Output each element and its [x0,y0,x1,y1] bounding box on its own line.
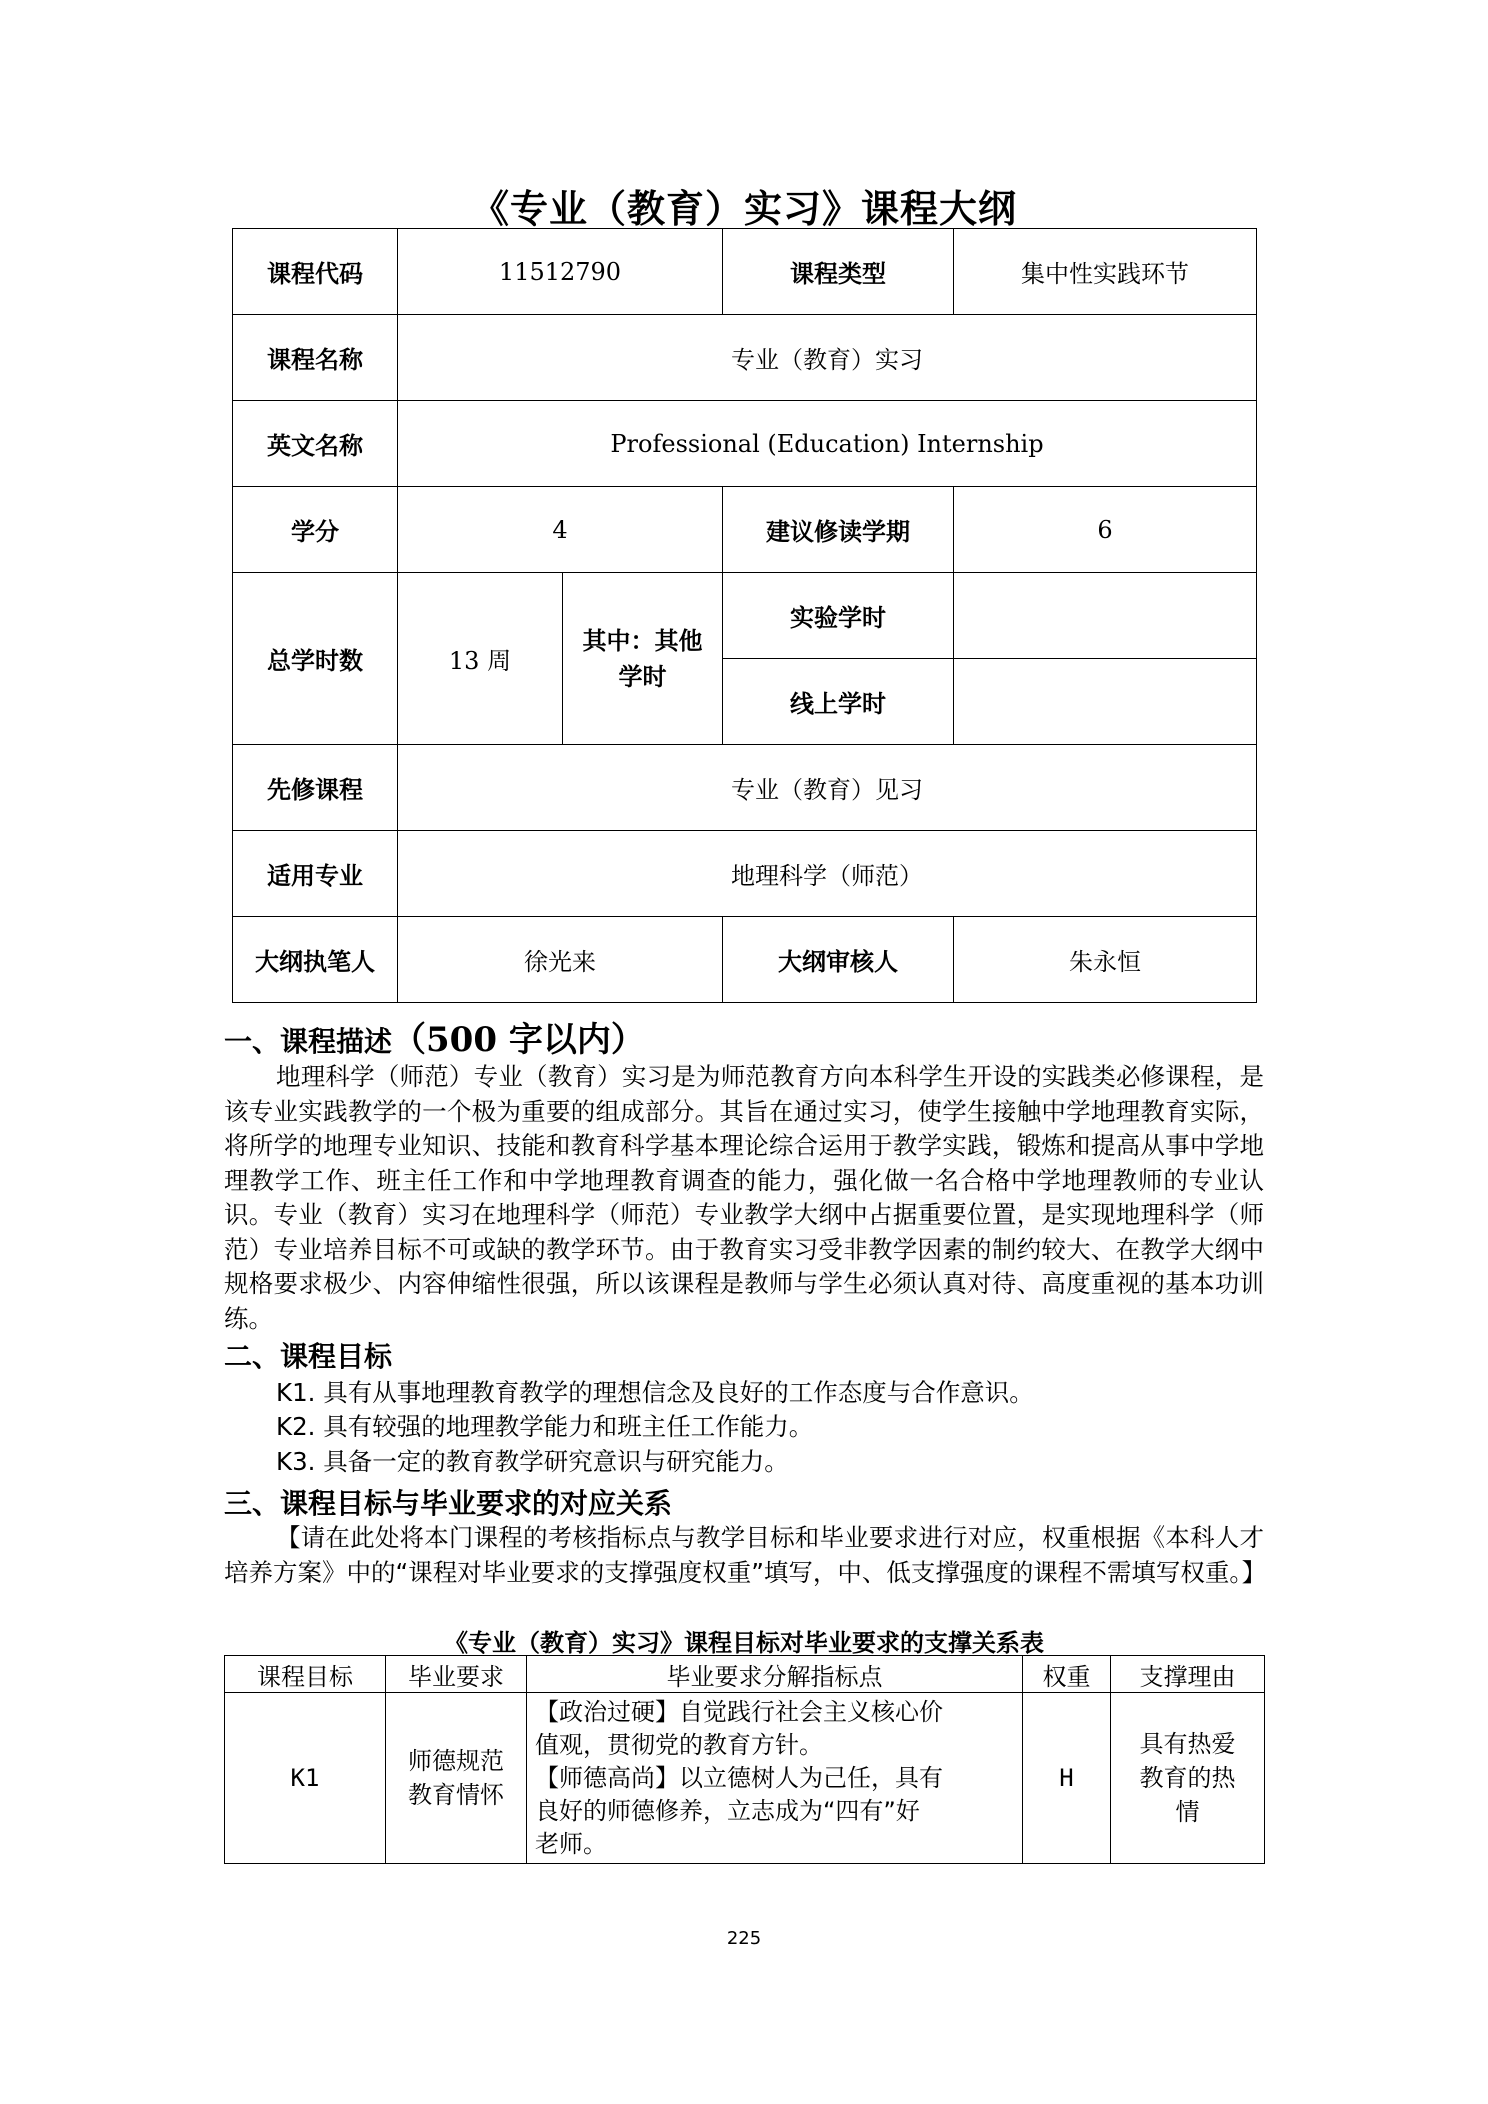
english-name-value: Professional (Education) Internship [398,401,1257,487]
course-description: 地理科学（师范）专业（教育）实习是为师范教育方向本科学生开设的实践类必修课程，是该专业实践教学的一个极为重要的组成部分。其旨在通过实习，使学生接触中学地理教育实际，将所学的地理专业知识、技能和教育科学基本理论综合运用于教学实践，锻炼和提高从事中学地理教学工作、班主任工作和中学地理教育调查的能力，强化做一名合格中学地理教师的专业认识。专业（教育）实习在地理科学（师范）专业教学大纲中占据重要位置，是实现地理科学（师范）专业培养目标不可或缺的教学环节。由于教育实习受非教学因素的制约较大、在教学大纲中规格要求极少、内容伸缩性很强，所以该课程是教师与学生必须认真对待、高度重视的基本功训练。 [224,1062,1264,1333]
course-type-label: 课程类型 [723,229,954,315]
page-title: 《专业（教育）实习》课程大纲 [470,187,1017,231]
table-row [233,573,1257,659]
goal-k1: K1. 具有从事地理教育教学的理想信念及良好的工作态度与合作意识。 [276,1378,1034,1407]
indicators-cell [527,1693,1023,1864]
english-name-label: 英文名称 [233,401,398,487]
total-hours-label: 总学时数 [233,573,398,745]
requirement-cell [386,1693,527,1864]
author-value: 徐光来 [398,917,723,1003]
table-header-row [225,1656,1265,1693]
goal-k2: K2. 具有较强的地理教学能力和班主任工作能力。 [276,1412,814,1441]
weight-cell: H [1023,1693,1111,1864]
table-row [233,831,1257,917]
header-weight: 权重 [1023,1656,1111,1693]
prereq-value: 专业（教育）见习 [398,745,1257,831]
prereq-label: 先修课程 [233,745,398,831]
section3-heading: 三、课程目标与毕业要求的对应关系 [224,1487,673,1520]
table-row [225,1693,1265,1864]
table-row [233,745,1257,831]
course-info-table [232,228,1257,1003]
indicator-line: 值观，贯彻党的教育方针。 [535,1730,823,1759]
reviewer-label: 大纲审核人 [723,917,954,1003]
author-label: 大纲执笔人 [233,917,398,1003]
lab-hours-value [954,573,1257,659]
course-code-value: 11512790 [398,229,723,315]
total-hours-value: 13 周 [398,573,563,745]
indicator-line: 老师。 [535,1829,607,1858]
support-table [224,1655,1265,1864]
support-table-caption: 《专业（教育）实习》课程目标对毕业要求的支撑关系表 [444,1629,1044,1657]
indicator-line: 良好的师德修养，立志成为“四有”好 [535,1796,920,1825]
semester-value: 6 [954,487,1257,573]
goal-cell: K1 [225,1693,386,1864]
table-row [233,315,1257,401]
section2-heading: 二、课程目标 [224,1340,393,1373]
course-name-label: 课程名称 [233,315,398,401]
goal-k3: K3. 具备一定的教育教学研究意识与研究能力。 [276,1447,789,1476]
requirement-line: 师德规范 [408,1747,504,1775]
section3-instructions: 【请在此处将本门课程的考核指标点与教学目标和毕业要求进行对应，权重根据《本科人才培养方案》中的“课程对毕业要求的支撑强度权重”填写，中、低支撑强度的课程不需填写权重。】 [224,1523,1267,1587]
reviewer-value: 朱永恒 [954,917,1257,1003]
header-requirement: 毕业要求 [386,1656,527,1693]
requirement-line: 教育情怀 [408,1781,504,1809]
section1-title: 一、课程描述 [224,1025,393,1058]
major-label: 适用专业 [233,831,398,917]
reason-line: 具有热爱 [1139,1730,1236,1758]
table-row [233,917,1257,1003]
credits-label: 学分 [233,487,398,573]
section1-heading [224,1012,645,1061]
table-row [233,229,1257,315]
header-indicators: 毕业要求分解指标点 [527,1656,1023,1693]
reason-line: 教育的热 [1139,1764,1236,1792]
table-row [233,401,1257,487]
header-goal: 课程目标 [225,1656,386,1693]
section1-note: （500 字以内） [392,1020,645,1060]
table-row [233,487,1257,573]
credits-value: 4 [398,487,723,573]
online-hours-value [954,659,1257,745]
semester-label: 建议修读学期 [723,487,954,573]
other-hours-label: 其中：其他学时 [563,573,723,745]
course-type-value: 集中性实践环节 [954,229,1257,315]
indicator-line: 【政治过硬】自觉践行社会主义核心价 [535,1697,943,1726]
page-number: 225 [726,1928,762,1949]
header-reason: 支撑理由 [1111,1656,1265,1693]
course-name-value: 专业（教育）实习 [398,315,1257,401]
lab-hours-label: 实验学时 [723,573,954,659]
course-code-label: 课程代码 [233,229,398,315]
online-hours-label: 线上学时 [723,659,954,745]
indicator-line: 【师德高尚】以立德树人为己任，具有 [535,1763,943,1792]
reason-cell [1111,1693,1265,1864]
reason-line: 情 [1175,1798,1200,1826]
major-value: 地理科学（师范） [398,831,1257,917]
